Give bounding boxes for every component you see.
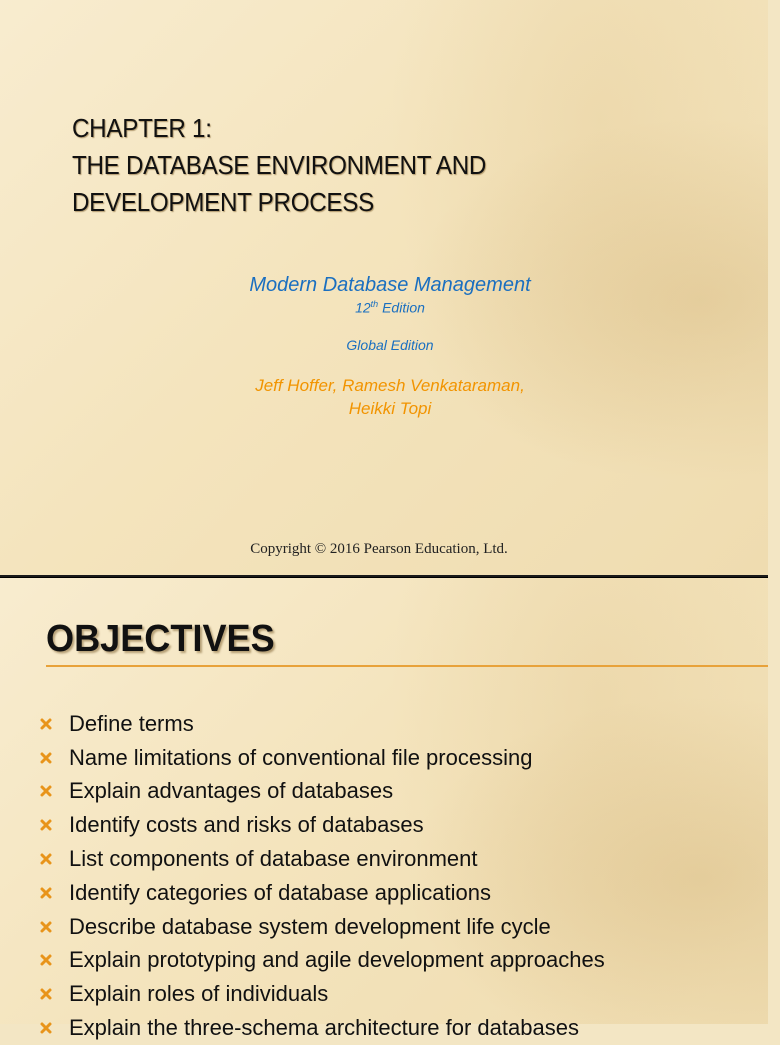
x-bullet-icon [40,954,52,966]
copyright-notice: Copyright © 2016 Pearson Education, Ltd. [250,541,508,557]
list-item [40,741,760,775]
list-item [40,808,760,842]
authors [0,374,780,420]
objectives-title: OBJECTIVES [46,618,275,660]
list-item [40,1011,760,1045]
list-item-text: Explain prototyping and agile development approaches [69,947,605,973]
list-item [40,944,760,978]
x-bullet-icon [40,718,52,730]
x-bullet-icon [40,921,52,933]
x-bullet-icon [40,819,52,831]
book-title: Modern Database Management [249,274,531,296]
list-item [40,707,760,741]
list-item-text: Explain the three-schema architecture for databases [69,1015,579,1041]
edition-word: Edition [382,299,425,316]
list-item-text: Define terms [69,710,194,736]
list-item [40,876,760,910]
list-item-text: Name limitations of conventional file processing [69,744,533,770]
chapter-title-line-3: DEVELOPMENT PROCESS [72,187,374,217]
authors-line-1: Jeff Hoffer, Ramesh Venkataraman, [255,376,525,395]
list-item-text: Describe database system development life cycle [69,913,551,939]
objectives-list [40,707,760,1045]
authors-line-2: Heikki Topi [348,399,432,418]
chapter-title-line-2: THE DATABASE ENVIRONMENT AND [72,150,487,180]
edition-suffix: th [370,299,379,309]
list-item [40,977,760,1011]
list-item-text: List components of database environment [69,846,478,872]
list-item [40,775,760,809]
title-underline [46,665,768,667]
objectives-slide [0,577,768,1041]
x-bullet-icon [40,853,52,865]
list-item-text: Explain roles of individuals [69,981,329,1007]
list-item-text: Identify costs and risks of databases [69,812,424,838]
edition-label [0,299,780,316]
x-bullet-icon [40,1022,52,1034]
chapter-title [72,110,649,221]
list-item [40,910,760,944]
edition-number: 12 [355,299,371,316]
x-bullet-icon [40,785,52,797]
chapter-title-line-1: CHAPTER 1: [72,113,212,143]
list-item [40,842,760,876]
list-item-text: Identify categories of database applications [69,879,491,905]
x-bullet-icon [40,752,52,764]
x-bullet-icon [40,887,52,899]
global-edition-label: Global Edition [346,337,434,353]
x-bullet-icon [40,988,52,1000]
list-item-text: Explain advantages of databases [69,778,394,804]
